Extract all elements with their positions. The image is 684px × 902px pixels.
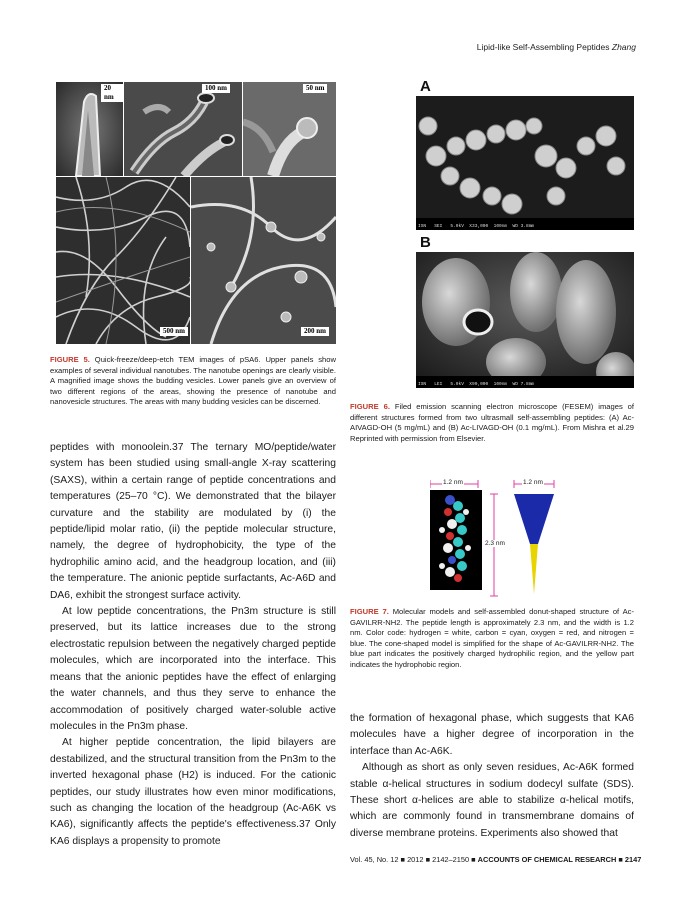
tem-panel-lower-right [191,177,336,344]
figure-6-panel-a-image [416,96,634,230]
figure-6-panel-b-image [416,252,634,388]
tem-panel-upper-left [56,82,123,176]
caption-label: FIGURE 6. [350,402,390,411]
caption-text: Quick-freeze/deep-etch TEM images of pSA6. Upper panels show examples of several individual nanotubes. The nanotube openings are clearly visible. A magnified image shows the budding vesicles. Lower panels give an overview of two different regions of the areas, showing the presence of nanotube and nanovesicle structures. The areas with many budding vesicles can be discerned. [50,355,336,407]
paragraph: At higher peptide concentration, the lipid bilayers are destabilized, and the structural transition from the Pn3m to the inverted hexagonal phase (H2) is induced. For the cationic peptides, our study illustrates how even minor modifications, such as changing the location of the headgroup (Ac-A6K vs KA6), significantly affects the peptide's effectiveness.37 Only KA6 displays a propensity to promote [50,737,336,847]
header-title: Lipid-like Self-Assembling Peptides [476,42,610,52]
paragraph: At low peptide concentrations, the Pn3m structure is still preserved, but its lattice increases due to the strong electrostatic repulsion between the negatively charged peptide molecules, which are incorporated into the interface. This means that the anionic peptides have the effect of enlarging the water channels, and thus they serve to enhance the accommodation of positively charged water-soluble active molecules in the Pn3m phase. [50,606,336,732]
header-author: Zhang [611,42,636,52]
footer-pages: 2142–2150 [432,855,470,864]
figure-5-images [56,82,336,344]
tem-panel-upper-right [243,82,336,176]
left-column-text [50,440,336,850]
running-header [477,42,636,52]
height-label: 2.3 nm [485,540,505,547]
caption-text: Molecular models and self-assembled donut-shaped structure of Ac-GAVILRR-NH2. The peptide length is approximately 2.3 nm, and the width is 1.2 nm. Color code: hydrogen = white, carbon = cyan, oxygen = red, and nitrogen = blue. The cone-shaped model is simplified for the shape of Ac-GAVILRR-NH2. The blue part indicates the positively charged hydrophilic region, and the yellow part indicates the hydrophobic region. [350,607,634,669]
right-column-text [350,711,634,842]
scale-bar-label: 200 nm [301,327,329,336]
tem-panel-lower-left [56,177,190,344]
scale-bar-label: 20 nm [101,84,123,102]
figure-5-caption [50,355,336,408]
width-label-left: 1.2 nm [443,479,463,486]
footer-volume: Vol. 45, No. 12 [350,855,399,864]
caption-label: FIGURE 5. [50,355,90,364]
width-label-right: 1.2 nm [523,479,543,486]
figure-6-caption [350,402,634,444]
sem-info-bar: ISN LEI 5.0kV X90,000 100nm WD 7.8mm [418,382,535,387]
scale-bar-label: 50 nm [303,84,327,93]
caption-label: FIGURE 7. [350,607,389,616]
footer-journal: ACCOUNTS OF CHEMICAL RESEARCH [477,855,617,864]
figure-6-panel-b-label: B [420,234,431,251]
caption-text: Filed emission scanning electron microscope (FESEM) images of different structures formed from two ultrasmall self-assembling peptides: (A) Ac-AIVAGD-OH (5 mg/mL) and (B) Ac-LIVAGD-OH (0.1 mg/mL). From Mishra et al.29 Reprinted with permission from Elsevier. [350,402,634,443]
footer-year: 2012 [407,855,424,864]
scale-bar-label: 100 nm [202,84,230,93]
paragraph: the formation of hexagonal phase, which suggests that KA6 molecules have a higher degree of incorporation in the interface than Ac-A6K. [350,713,634,757]
scale-bar-label: 500 nm [160,327,188,336]
figure-6-panel-a-label: A [420,78,431,95]
dimension-arrows [430,478,570,598]
page-footer: Vol. 45, No. 12 ■ 2012 ■ 2142–2150 ■ ACCOUNTS OF CHEMICAL RESEARCH ■ 2147 [350,855,642,864]
figure-7-caption [350,607,634,671]
tem-panel-upper-middle [124,82,242,176]
paragraph: Although as short as only seven residues, Ac-A6K formed stable α-helical structures in sodium dodecyl sulfate (SDS). These short α-helices are able to stabilize α-helical motifs, which are commonly found in transmembrane domains of diverse membrane proteins. Experiments also showed that [350,762,634,839]
footer-page-number: 2147 [624,855,642,864]
sem-info-bar: ISN SEI 5.0kV X33,000 100nm WD 3.8mm [418,224,535,229]
paragraph: peptides with monoolein.37 The ternary MO/peptide/water system has been studied using small-angle X-ray scattering (SAXS), within a certain range of peptide concentrations and temperatures (25–70 °C). We demonstrated that the bilayer curvature and the stability are modulated by (i) the peptide/lipid molar ratio, (ii) the peptide molecular structure, namely, the degree of hydrophobicity, the type of the hydrophilic amino acid, and the headgroup location, and (iii) the temperature. The anionic peptide surfactants, Ac-A6D and DA6, exhibit the strongest surface activity. [50,442,336,601]
figure-7-graphic [430,478,570,598]
